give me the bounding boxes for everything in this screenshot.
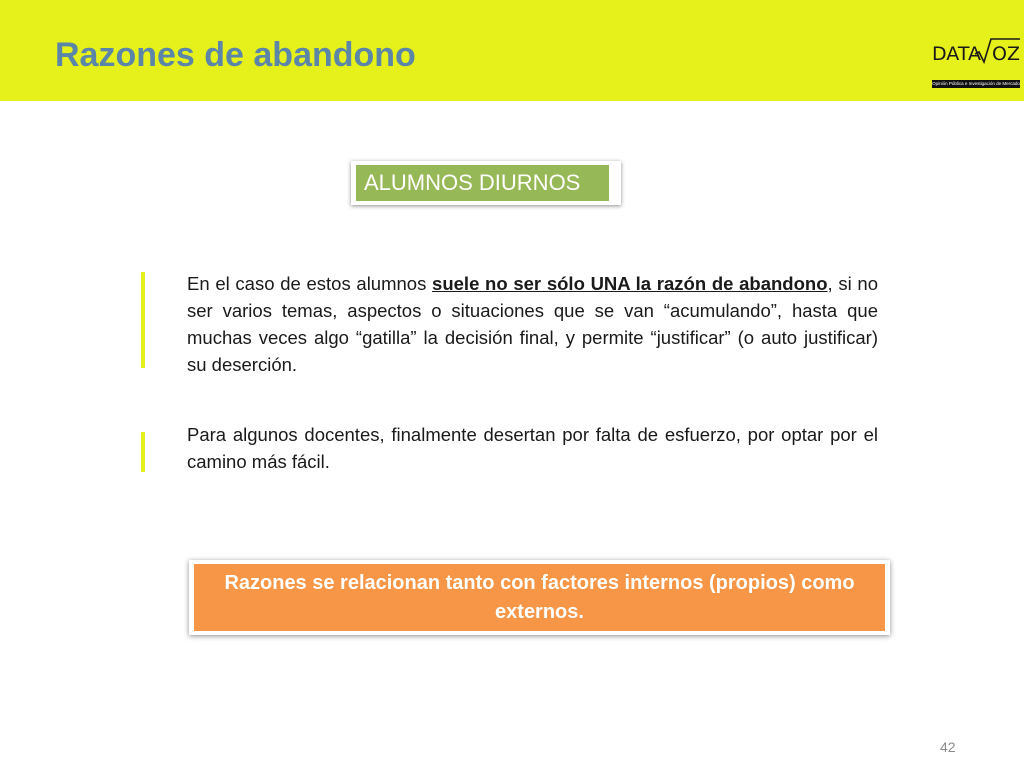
- logo-radical-icon: [932, 36, 1020, 64]
- logo-tagline: Opinión Pública e Investigación de Mercado: [932, 81, 1020, 86]
- logo-text-oz: OZ: [992, 43, 1020, 64]
- paragraph-1-emphasis: suele no ser sólo UNA la razón de abandono: [432, 273, 828, 294]
- section-label-box: [351, 161, 621, 205]
- paragraph-2: Para algunos docentes, finalmente desertan por falta de esfuerzo, por optar por el camino más fácil.: [187, 424, 878, 472]
- page-title: Razones de abandono: [55, 36, 416, 74]
- callout-text: Razones se relacionan tanto con factores internos (propios) como externos.: [194, 564, 885, 631]
- datavoz-logo: [932, 36, 1020, 88]
- section-label: ALUMNOS DIURNOS: [356, 165, 609, 201]
- header-band: [0, 0, 1024, 101]
- accent-bar-2: [141, 432, 145, 472]
- callout-box: [189, 560, 890, 635]
- accent-bar-1: [141, 272, 145, 368]
- paragraph-1-after: , si no ser varios temas, aspectos o situaciones que se van “acumulando”, hasta que muchas veces algo “gatilla” la decisión final, y permite “justificar” (o auto justificar) su deserción.: [187, 273, 878, 375]
- page-number: 42: [940, 739, 956, 755]
- paragraph-1-before: En el caso de estos alumnos: [187, 273, 433, 294]
- paragraph-1: [187, 270, 878, 378]
- logo-text-data: DATA: [932, 43, 981, 64]
